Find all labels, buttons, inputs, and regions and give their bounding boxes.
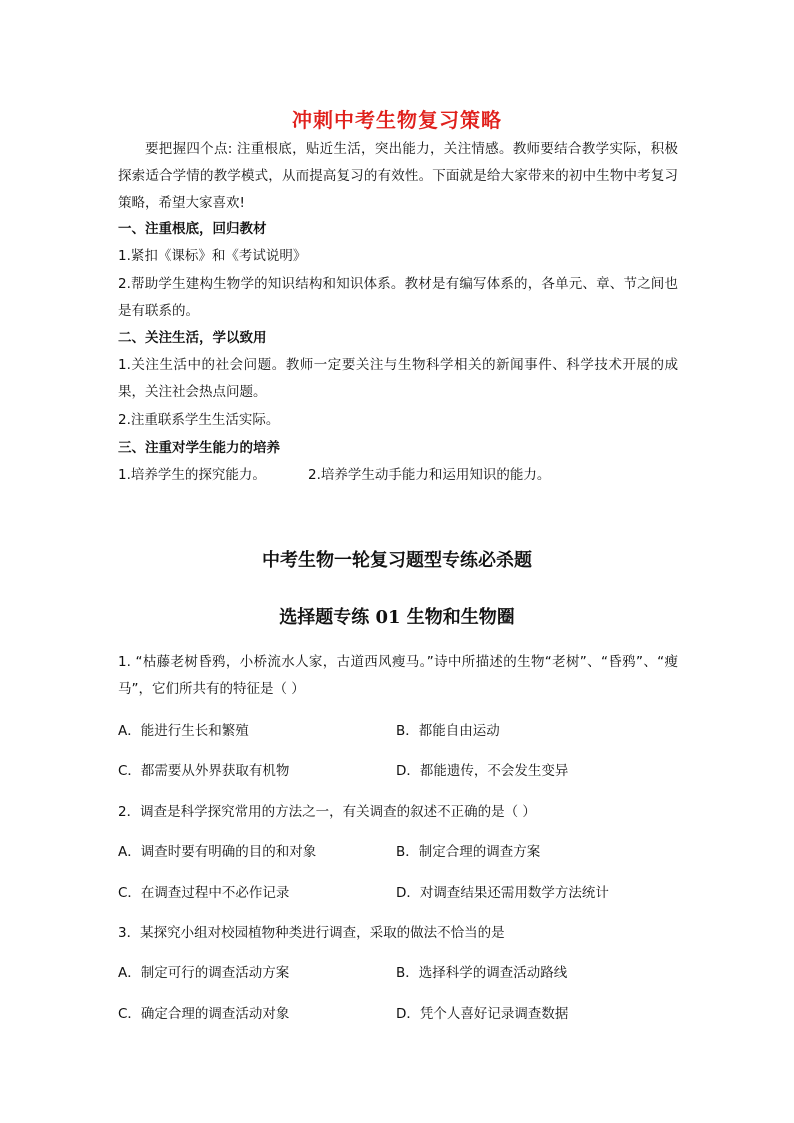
question-3-option-b: B．选择科学的调查活动路线 <box>396 965 568 981</box>
section-2-item-1: 1.关注生活中的社会问题。教师一定要关注与生物科学相关的新闻事件、科学技术开展的成果，关注社会热点问题。 <box>118 357 678 400</box>
question-2-option-a: A．调查时要有明确的目的和对象 <box>118 844 317 860</box>
section-3-items <box>118 462 678 489</box>
question-3-option-d: D．凭个人喜好记录调查数据 <box>396 1006 569 1022</box>
intro-paragraph: 要把握四个点: 注重根底，贴近生活，突出能力，关注情感。教师要结合教学实际，积极探索适合学情的教学模式，从而提高复习的有效性。下面就是给大家带来的初中生物中考复习策略，希望大家喜欢! <box>118 141 678 211</box>
question-1-option-b: B．都能自由运动 <box>396 723 500 739</box>
section-1-item-1: 1.紧扣《课标》和《考试说明》 <box>118 248 307 264</box>
exam-title: 中考生物一轮复习题型专练必杀题 <box>262 550 532 571</box>
question-3-stem: 3．某探究小组对校园植物种类进行调查，采取的做法不恰当的是 <box>118 925 505 941</box>
question-1-option-c: C．都需要从外界获取有机物 <box>118 763 290 779</box>
question-3-option-a: A．制定可行的调查活动方案 <box>118 965 290 981</box>
question-2-option-c: C．在调查过程中不必作记录 <box>118 885 290 901</box>
question-2-option-b: B．制定合理的调查方案 <box>396 844 541 860</box>
section-3-item-1: 1.培养学生的探究能力。 <box>118 467 266 483</box>
exam-subtitle: 选择题专练 01 生物和生物圈 <box>279 607 515 628</box>
question-2-stem: 2．调查是科学探究常用的方法之一，有关调查的叙述不正确的是（ ） <box>118 804 536 820</box>
section-heading-3: 三、注重对学生能力的培养 <box>118 440 280 456</box>
section-heading-2: 二、关注生活，学以致用 <box>118 330 267 346</box>
page-title: 冲刺中考生物复习策略 <box>292 108 502 132</box>
section-3-item-2: 2.培养学生动手能力和运用知识的能力。 <box>308 467 551 483</box>
question-2-option-d: D．对调查结果还需用数学方法统计 <box>396 885 609 901</box>
section-heading-1: 一、注重根底，回归教材 <box>118 221 267 237</box>
question-1-stem: 1. “枯藤老树昏鸦，小桥流水人家，古道西风瘦马。”诗中所描述的生物“老树”、“昏鸦”、“瘦马”，它们所共有的特征是（ ） <box>118 654 678 697</box>
question-3-option-c: C．确定合理的调查活动对象 <box>118 1006 290 1022</box>
section-1-item-2: 2.帮助学生建构生物学的知识结构和知识体系。教材是有编写体系的，各单元、章、节之间也是有联系的。 <box>118 276 678 319</box>
question-1-option-d: D．都能遗传，不会发生变异 <box>396 763 569 779</box>
section-2-item-2: 2.注重联系学生生活实际。 <box>118 412 280 428</box>
question-1-option-a: A．能进行生长和繁殖 <box>118 723 249 739</box>
